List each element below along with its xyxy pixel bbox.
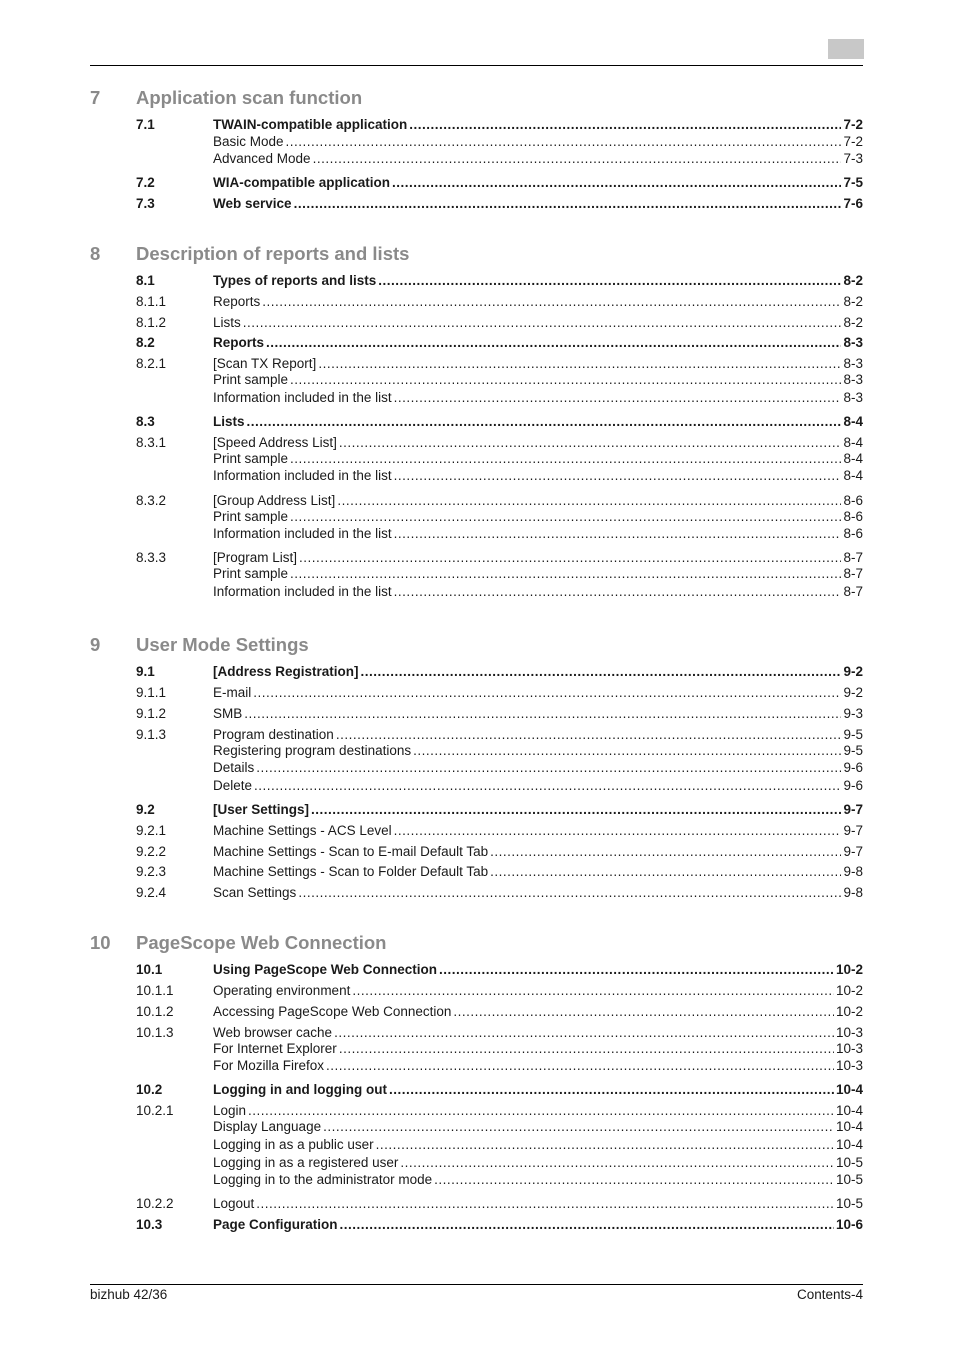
entry-page-number: 7-3 [843, 151, 863, 166]
toc-entry[interactable] [136, 982, 863, 999]
dot-leader [253, 684, 841, 701]
entry-number: 9.2.1 [136, 823, 167, 838]
entry-line [213, 525, 863, 542]
toc-entry[interactable] [136, 863, 863, 880]
dot-leader [286, 133, 842, 150]
dot-leader [490, 863, 841, 880]
entry-label: Logout [213, 1196, 255, 1211]
entry-number: 10.2.2 [136, 1196, 174, 1211]
toc-entry[interactable] [136, 1195, 863, 1212]
toc-section-entry[interactable] [136, 663, 863, 680]
toc-entry[interactable] [136, 742, 863, 759]
entry-label: Reports [213, 335, 265, 350]
entry-label: Print sample [213, 566, 289, 581]
dot-leader [323, 1118, 834, 1135]
entry-number: 8.2.1 [136, 356, 167, 371]
dot-leader [339, 434, 842, 451]
dot-leader [337, 492, 841, 509]
dot-leader [262, 293, 841, 310]
entry-number: 10.1.3 [136, 1025, 174, 1040]
dot-leader [490, 843, 841, 860]
toc-entry[interactable] [136, 777, 863, 794]
chapter-number: 7 [90, 87, 101, 108]
entry-number: 9.1 [136, 664, 155, 679]
entry-line [213, 801, 863, 818]
toc-entry[interactable] [136, 1102, 863, 1119]
dot-leader [334, 1024, 834, 1041]
toc-section-entry[interactable] [136, 272, 863, 289]
entry-line [213, 1102, 863, 1119]
dot-leader [392, 174, 841, 191]
dot-leader [256, 759, 841, 776]
header-rule [90, 65, 863, 66]
entry-label: Information included in the list [213, 526, 392, 541]
entry-line [213, 174, 863, 191]
toc-section-entry[interactable] [136, 116, 863, 133]
toc-entry[interactable] [136, 492, 863, 509]
entry-label: For Mozilla Firefox [213, 1058, 325, 1073]
entry-page-number: 8-4 [843, 451, 863, 466]
entry-number: 9.1.3 [136, 727, 167, 742]
entry-label: Basic Mode [213, 134, 284, 149]
dot-leader [254, 777, 841, 794]
entry-label: Print sample [213, 509, 289, 524]
dot-leader [248, 1102, 834, 1119]
entry-label: [Scan TX Report] [213, 356, 317, 371]
dot-leader [313, 150, 842, 167]
entry-page-number: 8-3 [843, 335, 863, 350]
entry-page-number: 8-3 [843, 372, 863, 387]
entry-line [213, 389, 863, 406]
dot-leader [394, 467, 842, 484]
entry-label: Print sample [213, 372, 289, 387]
entry-page-number: 10-5 [835, 1172, 863, 1187]
chapter-title: PageScope Web Connection [136, 932, 387, 953]
toc-entry[interactable] [136, 1154, 863, 1171]
toc-entry[interactable] [136, 1024, 863, 1041]
entry-label: Program destination [213, 727, 334, 742]
entry-line [213, 150, 863, 167]
dot-leader [352, 982, 834, 999]
entry-line [213, 1057, 863, 1074]
entry-page-number: 9-7 [843, 802, 863, 817]
dot-leader [326, 1057, 834, 1074]
dot-leader [394, 583, 842, 600]
entry-line [213, 759, 863, 776]
toc-entry[interactable] [136, 884, 863, 901]
entry-label: Logging in and logging out [213, 1082, 387, 1097]
entry-line [213, 314, 863, 331]
entry-label: [User Settings] [213, 802, 310, 817]
entry-label: Machine Settings - Scan to Folder Default Tab [213, 864, 489, 879]
entry-line [213, 1154, 863, 1171]
entry-page-number: 10-4 [835, 1103, 863, 1118]
entry-label: Information included in the list [213, 584, 392, 599]
entry-page-number: 9-7 [843, 844, 863, 859]
footer-product-name: bizhub 42/36 [90, 1287, 168, 1302]
toc-entry[interactable] [136, 1057, 863, 1074]
dot-leader [290, 565, 841, 582]
entry-label: Advanced Mode [213, 151, 311, 166]
toc-entry[interactable] [136, 371, 863, 388]
entry-page-number: 9-5 [843, 743, 863, 758]
toc-section-entry[interactable] [136, 334, 863, 351]
entry-page-number: 8-4 [843, 435, 863, 450]
dot-leader [256, 1195, 834, 1212]
dot-leader [413, 742, 841, 759]
toc-entry[interactable] [136, 549, 863, 566]
entry-label: Information included in the list [213, 468, 392, 483]
entry-label: Accessing PageScope Web Connection [213, 1004, 452, 1019]
entry-page-number: 8-3 [843, 356, 863, 371]
entry-page-number: 10-3 [835, 1025, 863, 1040]
entry-number: 10.1.1 [136, 983, 174, 998]
entry-label: Web browser cache [213, 1025, 333, 1040]
dot-leader [389, 1081, 834, 1098]
entry-number: 10.2 [136, 1082, 163, 1097]
entry-number: 8.1.2 [136, 315, 167, 330]
entry-line [213, 371, 863, 388]
dot-leader [378, 272, 841, 289]
entry-page-number: 8-2 [843, 294, 863, 309]
entry-page-number: 10-5 [835, 1155, 863, 1170]
dot-leader [336, 726, 842, 743]
entry-page-number: 7-2 [843, 117, 863, 132]
entry-label: Registering program destinations [213, 743, 412, 758]
entry-number: 9.1.2 [136, 706, 167, 721]
entry-label: Details [213, 760, 255, 775]
dot-leader [244, 705, 841, 722]
entry-page-number: 10-6 [835, 1217, 863, 1232]
entry-label: TWAIN-compatible application [213, 117, 408, 132]
dot-leader [298, 884, 841, 901]
dot-leader [247, 413, 842, 430]
entry-page-number: 9-8 [843, 864, 863, 879]
entry-number: 10.1 [136, 962, 163, 977]
entry-label: Print sample [213, 451, 289, 466]
entry-number: 7.1 [136, 117, 155, 132]
toc-section-entry[interactable] [136, 801, 863, 818]
chapter-title: Description of reports and lists [136, 243, 410, 264]
entry-page-number: 7-2 [843, 134, 863, 149]
entry-page-number: 9-5 [843, 727, 863, 742]
entry-number: 10.2.1 [136, 1103, 174, 1118]
entry-line [213, 293, 863, 310]
entry-line [213, 133, 863, 150]
toc-entry[interactable] [136, 314, 863, 331]
dot-leader [394, 822, 842, 839]
entry-line [213, 982, 863, 999]
entry-number: 8.1 [136, 273, 155, 288]
toc-entry[interactable] [136, 1003, 863, 1020]
entry-number: 9.2.3 [136, 864, 167, 879]
entry-line [213, 413, 863, 430]
entry-number: 8.3.2 [136, 493, 167, 508]
entry-line [213, 272, 863, 289]
entry-number: 8.3.3 [136, 550, 167, 565]
entry-number: 7.2 [136, 175, 155, 190]
toc-section-entry[interactable] [136, 195, 863, 212]
dot-leader [339, 1040, 834, 1057]
toc-entry[interactable] [136, 355, 863, 372]
entry-number: 8.3.1 [136, 435, 167, 450]
entry-label: Lists [213, 315, 241, 330]
entry-line [213, 195, 863, 212]
entry-page-number: 8-7 [843, 550, 863, 565]
entry-line [213, 450, 863, 467]
entry-line [213, 822, 863, 839]
entry-page-number: 7-5 [843, 175, 863, 190]
entry-line [213, 961, 863, 978]
entry-line [213, 705, 863, 722]
toc-entry[interactable] [136, 759, 863, 776]
entry-page-number: 9-6 [843, 778, 863, 793]
entry-page-number: 8-7 [843, 584, 863, 599]
entry-label: Types of reports and lists [213, 273, 377, 288]
toc-entry[interactable] [136, 705, 863, 722]
dot-leader [453, 1003, 834, 1020]
entry-number: 9.2 [136, 802, 155, 817]
entry-line [213, 777, 863, 794]
toc-section-entry[interactable] [136, 413, 863, 430]
entry-label: Logging in to the administrator mode [213, 1172, 433, 1187]
entry-line [213, 1195, 863, 1212]
dot-leader [290, 371, 841, 388]
dot-leader [340, 1216, 834, 1233]
entry-page-number: 10-2 [835, 962, 863, 977]
toc-entry[interactable] [136, 726, 863, 743]
entry-label: Page Configuration [213, 1217, 338, 1232]
toc-entry[interactable] [136, 150, 863, 167]
entry-label: [Speed Address List] [213, 435, 337, 450]
toc-section-entry[interactable] [136, 961, 863, 978]
entry-label: WIA-compatible application [213, 175, 391, 190]
toc-entry[interactable] [136, 293, 863, 310]
toc-entry[interactable] [136, 467, 863, 484]
entry-line [213, 663, 863, 680]
dot-leader [290, 450, 841, 467]
toc-entry[interactable] [136, 565, 863, 582]
entry-line [213, 843, 863, 860]
toc-entry[interactable] [136, 583, 863, 600]
dot-leader [311, 801, 841, 818]
entry-label: [Program List] [213, 550, 298, 565]
entry-line [213, 1171, 863, 1188]
entry-label: Using PageScope Web Connection [213, 962, 438, 977]
entry-page-number: 10-3 [835, 1041, 863, 1056]
entry-page-number: 8-4 [843, 468, 863, 483]
entry-line [213, 684, 863, 701]
entry-number: 8.1.1 [136, 294, 167, 309]
entry-line [213, 742, 863, 759]
entry-page-number: 10-4 [835, 1137, 863, 1152]
dot-leader [400, 1154, 834, 1171]
entry-label: [Address Registration] [213, 664, 359, 679]
entry-line [213, 565, 863, 582]
chapter-number: 8 [90, 243, 101, 264]
toc-entry[interactable] [136, 434, 863, 451]
toc-entry[interactable] [136, 1171, 863, 1188]
dot-leader [409, 116, 841, 133]
toc-entry[interactable] [136, 1118, 863, 1135]
entry-label: Logging in as a public user [213, 1137, 374, 1152]
entry-line [213, 434, 863, 451]
entry-line [213, 583, 863, 600]
toc-entry[interactable] [136, 133, 863, 150]
entry-label: Information included in the list [213, 390, 392, 405]
dot-leader [439, 961, 834, 978]
entry-label: Web service [213, 196, 292, 211]
entry-line [213, 467, 863, 484]
chapter-title: User Mode Settings [136, 634, 309, 655]
entry-page-number: 8-4 [843, 414, 863, 429]
entry-label: Lists [213, 414, 245, 429]
entry-label: [Group Address List] [213, 493, 336, 508]
entry-number: 10.3 [136, 1217, 163, 1232]
entry-line [213, 863, 863, 880]
toc-entry[interactable] [136, 1040, 863, 1057]
entry-line [213, 1040, 863, 1057]
entry-label: Login [213, 1103, 247, 1118]
entry-line [213, 1024, 863, 1041]
entry-page-number: 9-6 [843, 760, 863, 775]
dot-leader [294, 195, 842, 212]
toc-section-entry[interactable] [136, 1216, 863, 1233]
entry-page-number: 8-2 [843, 315, 863, 330]
chapter-title: Application scan function [136, 87, 363, 108]
dot-leader [394, 525, 842, 542]
entry-label: SMB [213, 706, 243, 721]
entry-page-number: 8-6 [843, 493, 863, 508]
entry-line [213, 1081, 863, 1098]
entry-label: Machine Settings - ACS Level [213, 823, 392, 838]
entry-page-number: 7-6 [843, 196, 863, 211]
toc-entry[interactable] [136, 822, 863, 839]
entry-line [213, 1216, 863, 1233]
entry-label: For Internet Explorer [213, 1041, 337, 1056]
entry-line [213, 549, 863, 566]
entry-page-number: 10-4 [835, 1119, 863, 1134]
entry-page-number: 9-3 [843, 706, 863, 721]
entry-label: Logging in as a registered user [213, 1155, 399, 1170]
dot-leader [361, 663, 842, 680]
entry-number: 9.2.4 [136, 885, 167, 900]
entry-line [213, 1118, 863, 1135]
entry-line [213, 508, 863, 525]
toc-entry[interactable] [136, 450, 863, 467]
entry-number: 8.3 [136, 414, 155, 429]
entry-line [213, 726, 863, 743]
entry-label: Scan Settings [213, 885, 297, 900]
entry-number: 8.2 [136, 335, 155, 350]
entry-line [213, 1136, 863, 1153]
dot-leader [376, 1136, 834, 1153]
dot-leader [318, 355, 841, 372]
header-tab [828, 39, 864, 59]
entry-line [213, 492, 863, 509]
toc-entry[interactable] [136, 843, 863, 860]
entry-page-number: 10-2 [835, 1004, 863, 1019]
toc-entry[interactable] [136, 508, 863, 525]
entry-page-number: 9-8 [843, 885, 863, 900]
entry-number: 10.1.2 [136, 1004, 174, 1019]
entry-line [213, 884, 863, 901]
footer-rule [90, 1284, 863, 1285]
entry-page-number: 8-3 [843, 390, 863, 405]
entry-page-number: 10-2 [835, 983, 863, 998]
dot-leader [290, 508, 841, 525]
toc-entry[interactable] [136, 1136, 863, 1153]
entry-line [213, 116, 863, 133]
toc-entry[interactable] [136, 684, 863, 701]
dot-leader [394, 389, 842, 406]
entry-label: Delete [213, 778, 253, 793]
entry-label: Reports [213, 294, 261, 309]
entry-label: Display Language [213, 1119, 322, 1134]
entry-page-number: 9-2 [843, 664, 863, 679]
dot-leader [299, 549, 841, 566]
chapter-number: 9 [90, 634, 101, 655]
dot-leader [266, 334, 841, 351]
entry-page-number: 10-5 [835, 1196, 863, 1211]
entry-page-number: 8-7 [843, 566, 863, 581]
entry-line [213, 1003, 863, 1020]
entry-line [213, 334, 863, 351]
dot-leader [434, 1171, 834, 1188]
entry-number: 9.1.1 [136, 685, 167, 700]
footer-page-number: Contents-4 [796, 1287, 863, 1302]
entry-page-number: 8-6 [843, 526, 863, 541]
entry-label: Operating environment [213, 983, 351, 998]
toc-section-entry[interactable] [136, 1081, 863, 1098]
entry-label: Machine Settings - Scan to E-mail Default Tab [213, 844, 489, 859]
entry-number: 9.2.2 [136, 844, 167, 859]
toc-entry[interactable] [136, 525, 863, 542]
entry-page-number: 8-6 [843, 509, 863, 524]
entry-page-number: 9-2 [843, 685, 863, 700]
chapter-number: 10 [90, 932, 111, 953]
toc-section-entry[interactable] [136, 174, 863, 191]
entry-line [213, 355, 863, 372]
entry-page-number: 10-4 [835, 1082, 863, 1097]
entry-label: E-mail [213, 685, 252, 700]
entry-page-number: 9-7 [843, 823, 863, 838]
entry-page-number: 8-2 [843, 273, 863, 288]
entry-page-number: 10-3 [835, 1058, 863, 1073]
entry-number: 7.3 [136, 196, 155, 211]
toc-entry[interactable] [136, 389, 863, 406]
dot-leader [243, 314, 842, 331]
